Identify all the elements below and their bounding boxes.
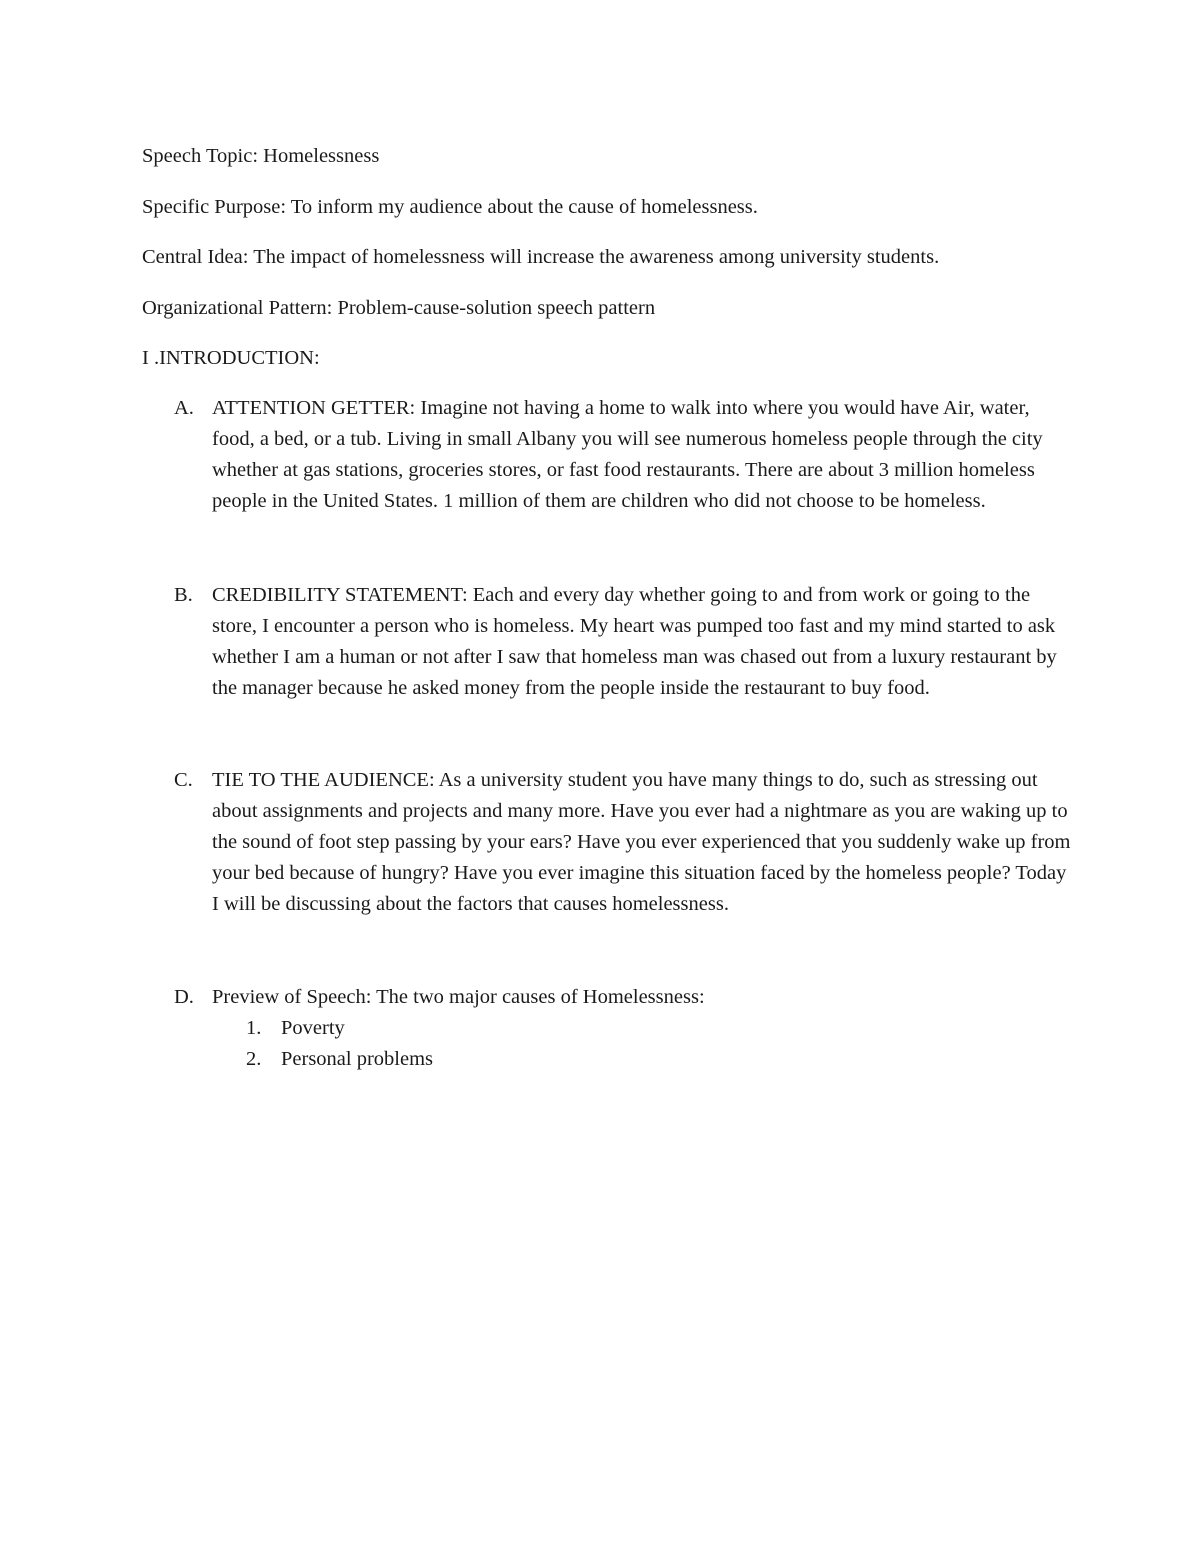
list-item-text: Personal problems [281, 1048, 434, 1070]
outline-item-letter: D. [174, 986, 194, 1008]
speech-topic: Speech Topic: Homelessness [142, 145, 380, 167]
section-heading: I .INTRODUCTION: [142, 347, 320, 369]
central-idea: Central Idea: The impact of homelessness will increase the awareness among university students. [142, 246, 940, 268]
outline-item-letter: B. [174, 584, 193, 606]
list-item [214, 1013, 814, 1044]
list-item-text: Poverty [281, 1017, 345, 1039]
list-item-number: 2. [246, 1048, 262, 1070]
outline-item-letter: C. [174, 769, 193, 791]
list-item-number: 1. [246, 1017, 262, 1039]
outline-item-text: TIE TO THE AUDIENCE: As a university student you have many things to do, such as stressing out about assignments and projects and many more. Have you ever had a nightmare as you are waking up to the sound of foot step passing by your ears? Have you ever experienced that you suddenly wake up from your bed because of hungry? Have you ever imagine this situation faced by the homeless people? Today I will be discussing about the factors that causes homelessness. [212, 769, 1071, 915]
outline-item-text: Preview of Speech: The two major causes of Homelessness: [212, 986, 705, 1008]
outline-item-text: ATTENTION GETTER: Imagine not having a home to walk into where you would have Air, water, food, a bed, or a tub. Living in small Albany you will see numerous homeless people through the city whether at gas stations, groceries stores, or fast food restaurants. There are about 3 million homeless people in the United States. 1 million of them are children who did not choose to be homeless. [212, 397, 1043, 512]
list-item [214, 1044, 814, 1075]
outline-item-text: CREDIBILITY STATEMENT: Each and every day whether going to and from work or going to the store, I encounter a person who is homeless. My heart was pumped too fast and my mind started to ask whether I am a human or not after I saw that homeless man was chased out from a luxury restaurant by the manager because he asked money from the people inside the restaurant to buy food. [212, 584, 1057, 699]
preview-list [214, 1013, 814, 1075]
organizational-pattern: Organizational Pattern: Problem-cause-solution speech pattern [142, 297, 656, 319]
specific-purpose: Specific Purpose: To inform my audience about the cause of homelessness. [142, 196, 758, 218]
outline-item-letter: A. [174, 397, 194, 419]
